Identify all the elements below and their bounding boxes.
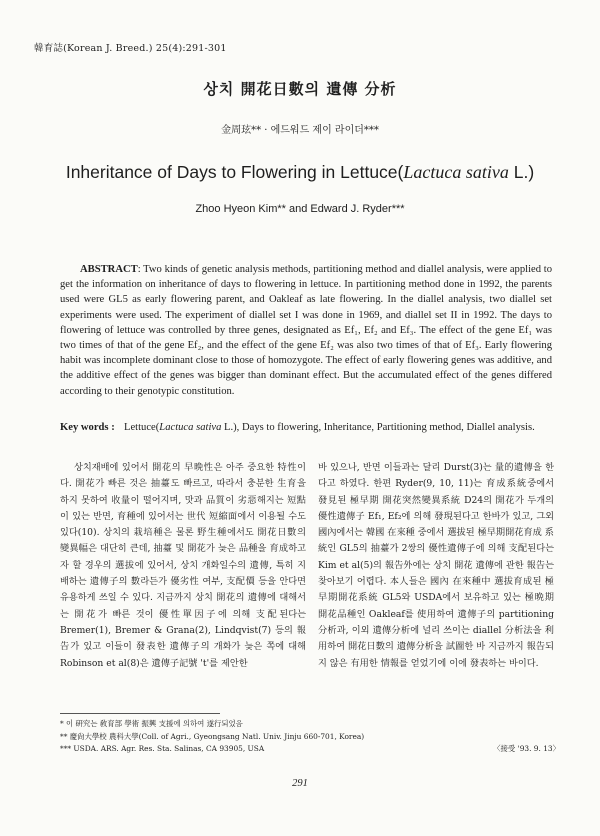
footnotes: [60, 718, 560, 756]
korean-title: 상치 開花日數의 遺傳 分析: [203, 80, 397, 98]
body-paragraph-right: 바 있으나, 반면 이들과는 달리 Durst(3)는 量的遺傳을 한다고 하였다. 한편 Ryder(9, 10, 11)는 育成系統중에서 發見된 極早期 開花突然變異系統 D24의 開花가 두개의 優性遺傳子 Ef₁, Ef₂에 의해 發現된다고 한바가 있고, 그외 國內에서는 韓國 在來種 중에서 選拔된 極早期開花育成 系統인 GL5의 抽薹가 2쌍의 優性遺傳子에 의해 支配된다는 Kim et al(5)의 報告外에는 상치 開花 遺傳에 관한 報告는 찾아보기 어렵다. 本人들은 國內 在來種中 選拔育成된 極早期開花系統 GL5와 USDA에서 보유하고 있는 極晩期 開花品種인 Oakleaf를 使用하여 遺傳子의 partitioning 分析과, 이외 遺傳分析에 널리 쓰이는 diallel 分析法을 利用하여 開花日數의 遺傳分析을 試圖한 바 지금까지 報告되지 않은 有用한 情報를 얻었기에 이에 發表하는 바이다.: [318, 462, 554, 669]
keywords-before: Lettuce(: [124, 422, 160, 433]
english-title: [0, 162, 600, 183]
abstract-text: : Two kinds of genetic analysis methods, partitioning method and diallel analysis, were applied to get the information on inheritance of days to flowering in lettuce. In partitioning method done in 1992, the parents used were GL5 as early flowering parent, and Oakleaf as late flowering. In the diallel analysis, two diallel set experiments were used. The experiment of diallel set I was done in 1969, and diallel set II in 1992. The days to flowering of lettuce was controlled by three genes, designated as Ef₁, Ef₂ and Ef₃. The effect of the gene Ef₁ was two times of that of the gene Ef₂, and the effect of the gene Ef₂ was also two times of that of Ef₃. Early flowering habit was incomplete dominant close to those of homozygote. The effect of early flowering genes was additive, and the additive effect of the genes was bigger than dominant effect. But the accumulated effect of the genes differed according to their genotypic constitution.: [60, 264, 552, 397]
body-paragraph-left: 상치재배에 있어서 開花의 早晩性은 아주 중요한 特性이다. 開花가 빠른 것은 抽薹도 빠르고, 따라서 충분한 生育을 하지 못하여 收量이 떨어지며, 맛과 品質이 劣惡해지는 短點이 있는 반면, 育種에 있어서는 世代 短縮面에서 이용될 수도 있다(10). 상치의 栽培種은 물론 野生種에서도 開花日數의 變異幅은 대단히 큰데, 抽薹 및 開花가 늦은 品種을 育成하고자 할 경우의 選拔에 있어서, 상치 개화일수의 遺傳, 특히 지배하는 遺傳子의 數라든가 優劣性 여부, 支配價 등을 안다면 유용하게 쓰일 수 있다. 지금까지 상치 開花의 遺傳에 대해서는 開花가 빠른 것이 優性單因子에 의해 支配된다는 Bremer(1), Bremer & Grana(2), Lindqvist(7) 등의 報告가 있고 이들이 發表한 遺傳子의 개화가 늦은 쪽에 대해 Robinson et al(8)은 遺傳子記號 't'를 제안한: [60, 462, 306, 669]
keywords-text: [118, 420, 552, 435]
received-date: 〈接受 '93. 9. 13〉: [493, 744, 560, 753]
body-column-left: [60, 460, 306, 672]
keywords-species: Lactuca sativa: [159, 422, 222, 433]
page-number: 291: [292, 778, 308, 789]
english-title-main: Inheritance of Days to Flowering in Lettuce(: [65, 162, 404, 182]
keywords-after: L.), Days to flowering, Inheritance, Partitioning method, Diallel analysis.: [221, 422, 535, 433]
body-column-right: [318, 460, 554, 672]
keywords: [60, 420, 552, 435]
footnote-2: ** 慶尙大學校 農科大學(Coll. of Agri., Gyeongsang Natl. Univ. Jinju 660-701, Korea): [60, 731, 365, 741]
footnote-3: *** USDA. ARS. Agr. Res. Sta. Salinas, CA 93905, USA: [60, 744, 265, 753]
footnote-divider: [60, 713, 220, 714]
korean-authors: 金周玹** · 에드워드 제이 라이더***: [221, 125, 379, 136]
english-title-species: Lactuca sativa: [403, 162, 509, 182]
footnote-1: * 이 硏究는 敎育部 學術 振興 支援에 의하여 遂行되었음: [60, 719, 243, 728]
journal-reference: 韓育誌(Korean J. Breed.) 25(4):291-301: [34, 43, 227, 54]
abstract: [60, 262, 552, 399]
abstract-label: ABSTRACT: [80, 264, 138, 275]
english-authors: Zhoo Hyeon Kim** and Edward J. Ryder***: [195, 203, 405, 215]
keywords-label: Key words :: [60, 422, 115, 433]
english-title-tail: L.): [508, 162, 535, 182]
footnote-3-row: [60, 743, 560, 756]
